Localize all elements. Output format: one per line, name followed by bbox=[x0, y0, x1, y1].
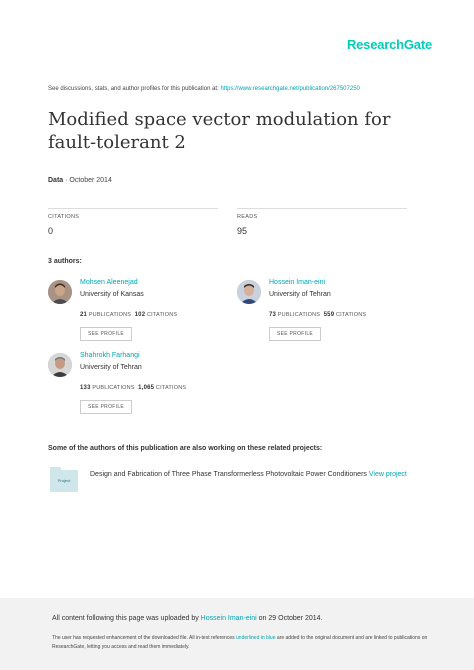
publications-count: 21 bbox=[80, 312, 88, 318]
author-name[interactable]: Mohsen Aleenejad bbox=[80, 279, 138, 286]
project-title: Design and Fabrication of Three Phase Transformerless Photovoltaic Power Conditioners bbox=[90, 471, 367, 478]
researchgate-logo[interactable]: ResearchGate bbox=[346, 37, 432, 52]
see-profile-button[interactable]: SEE PROFILE bbox=[269, 327, 321, 341]
project-entry bbox=[90, 469, 420, 481]
author-counts bbox=[269, 312, 366, 318]
view-project-link[interactable]: View project bbox=[368, 471, 407, 478]
authors-heading: 3 authors: bbox=[48, 258, 82, 265]
citations-label: CITATIONS bbox=[146, 312, 178, 318]
author-counts bbox=[80, 385, 186, 391]
upload-note bbox=[52, 615, 322, 622]
publication-date: October 2014 bbox=[69, 177, 112, 184]
avatar[interactable] bbox=[237, 280, 261, 304]
author-institution: University of Tehran bbox=[80, 364, 142, 371]
publications-label: PUBLICATIONS bbox=[88, 312, 132, 318]
citations-count: 102 bbox=[134, 312, 146, 318]
related-projects-heading: Some of the authors of this publication are also working on these related projects: bbox=[48, 445, 323, 452]
footer bbox=[0, 598, 474, 670]
project-folder-icon bbox=[50, 470, 78, 492]
publication-type: Data bbox=[48, 177, 64, 184]
publications-count: 133 bbox=[80, 385, 91, 391]
upload-note-prefix: All content following this page was uploaded by bbox=[52, 615, 199, 622]
publication-url-link[interactable]: https://www.researchgate.net/publication/267507250 bbox=[220, 86, 360, 92]
publications-label: PUBLICATIONS bbox=[92, 385, 135, 391]
author-name[interactable]: Shahrokh Farhangi bbox=[80, 352, 140, 359]
upload-note-suffix: on 29 October 2014. bbox=[258, 615, 323, 622]
citations-label: CITATIONS bbox=[48, 214, 80, 220]
avatar[interactable] bbox=[48, 353, 72, 377]
type-date-separator: · bbox=[63, 177, 70, 184]
publication-title: Modified space vector modulation for fault-tolerant 2 bbox=[48, 109, 391, 153]
discussion-line bbox=[48, 86, 360, 92]
publication-type-line bbox=[48, 177, 112, 184]
underlined-link-text: underlined in blue bbox=[236, 635, 276, 641]
reads-value: 95 bbox=[237, 226, 248, 236]
citations-count: 559 bbox=[323, 312, 335, 318]
author-name[interactable]: Hossein Iman-eini bbox=[269, 279, 326, 286]
citations-value: 0 bbox=[48, 226, 54, 236]
discussion-text: See discussions, stats, and author profiles for this publication at: bbox=[48, 86, 219, 92]
author-counts bbox=[80, 312, 177, 318]
publications-label: PUBLICATIONS bbox=[277, 312, 321, 318]
project-icon-label: Project bbox=[57, 478, 71, 483]
publications-count: 73 bbox=[269, 312, 277, 318]
reads-stat bbox=[237, 208, 407, 236]
see-profile-button[interactable]: SEE PROFILE bbox=[80, 327, 132, 341]
citations-label: CITATIONS bbox=[155, 385, 187, 391]
enhancement-suffix: are added to the original document and are linked to publications on ResearchGate, letting you access and read them immediately. bbox=[52, 635, 428, 650]
uploader-link[interactable]: Hossein Iman-eini bbox=[200, 615, 257, 622]
enhancement-prefix: The user has requested enhancement of the downloaded file. All in-text references bbox=[52, 635, 235, 641]
citations-count: 1,065 bbox=[138, 385, 155, 391]
see-profile-button[interactable]: SEE PROFILE bbox=[80, 400, 132, 414]
citations-stat bbox=[48, 208, 218, 236]
author-institution: University of Tehran bbox=[269, 291, 331, 298]
reads-label: READS bbox=[237, 214, 258, 220]
author-institution: University of Kansas bbox=[80, 291, 144, 298]
citations-label: CITATIONS bbox=[335, 312, 367, 318]
avatar[interactable] bbox=[48, 280, 72, 304]
enhancement-note bbox=[52, 634, 432, 652]
